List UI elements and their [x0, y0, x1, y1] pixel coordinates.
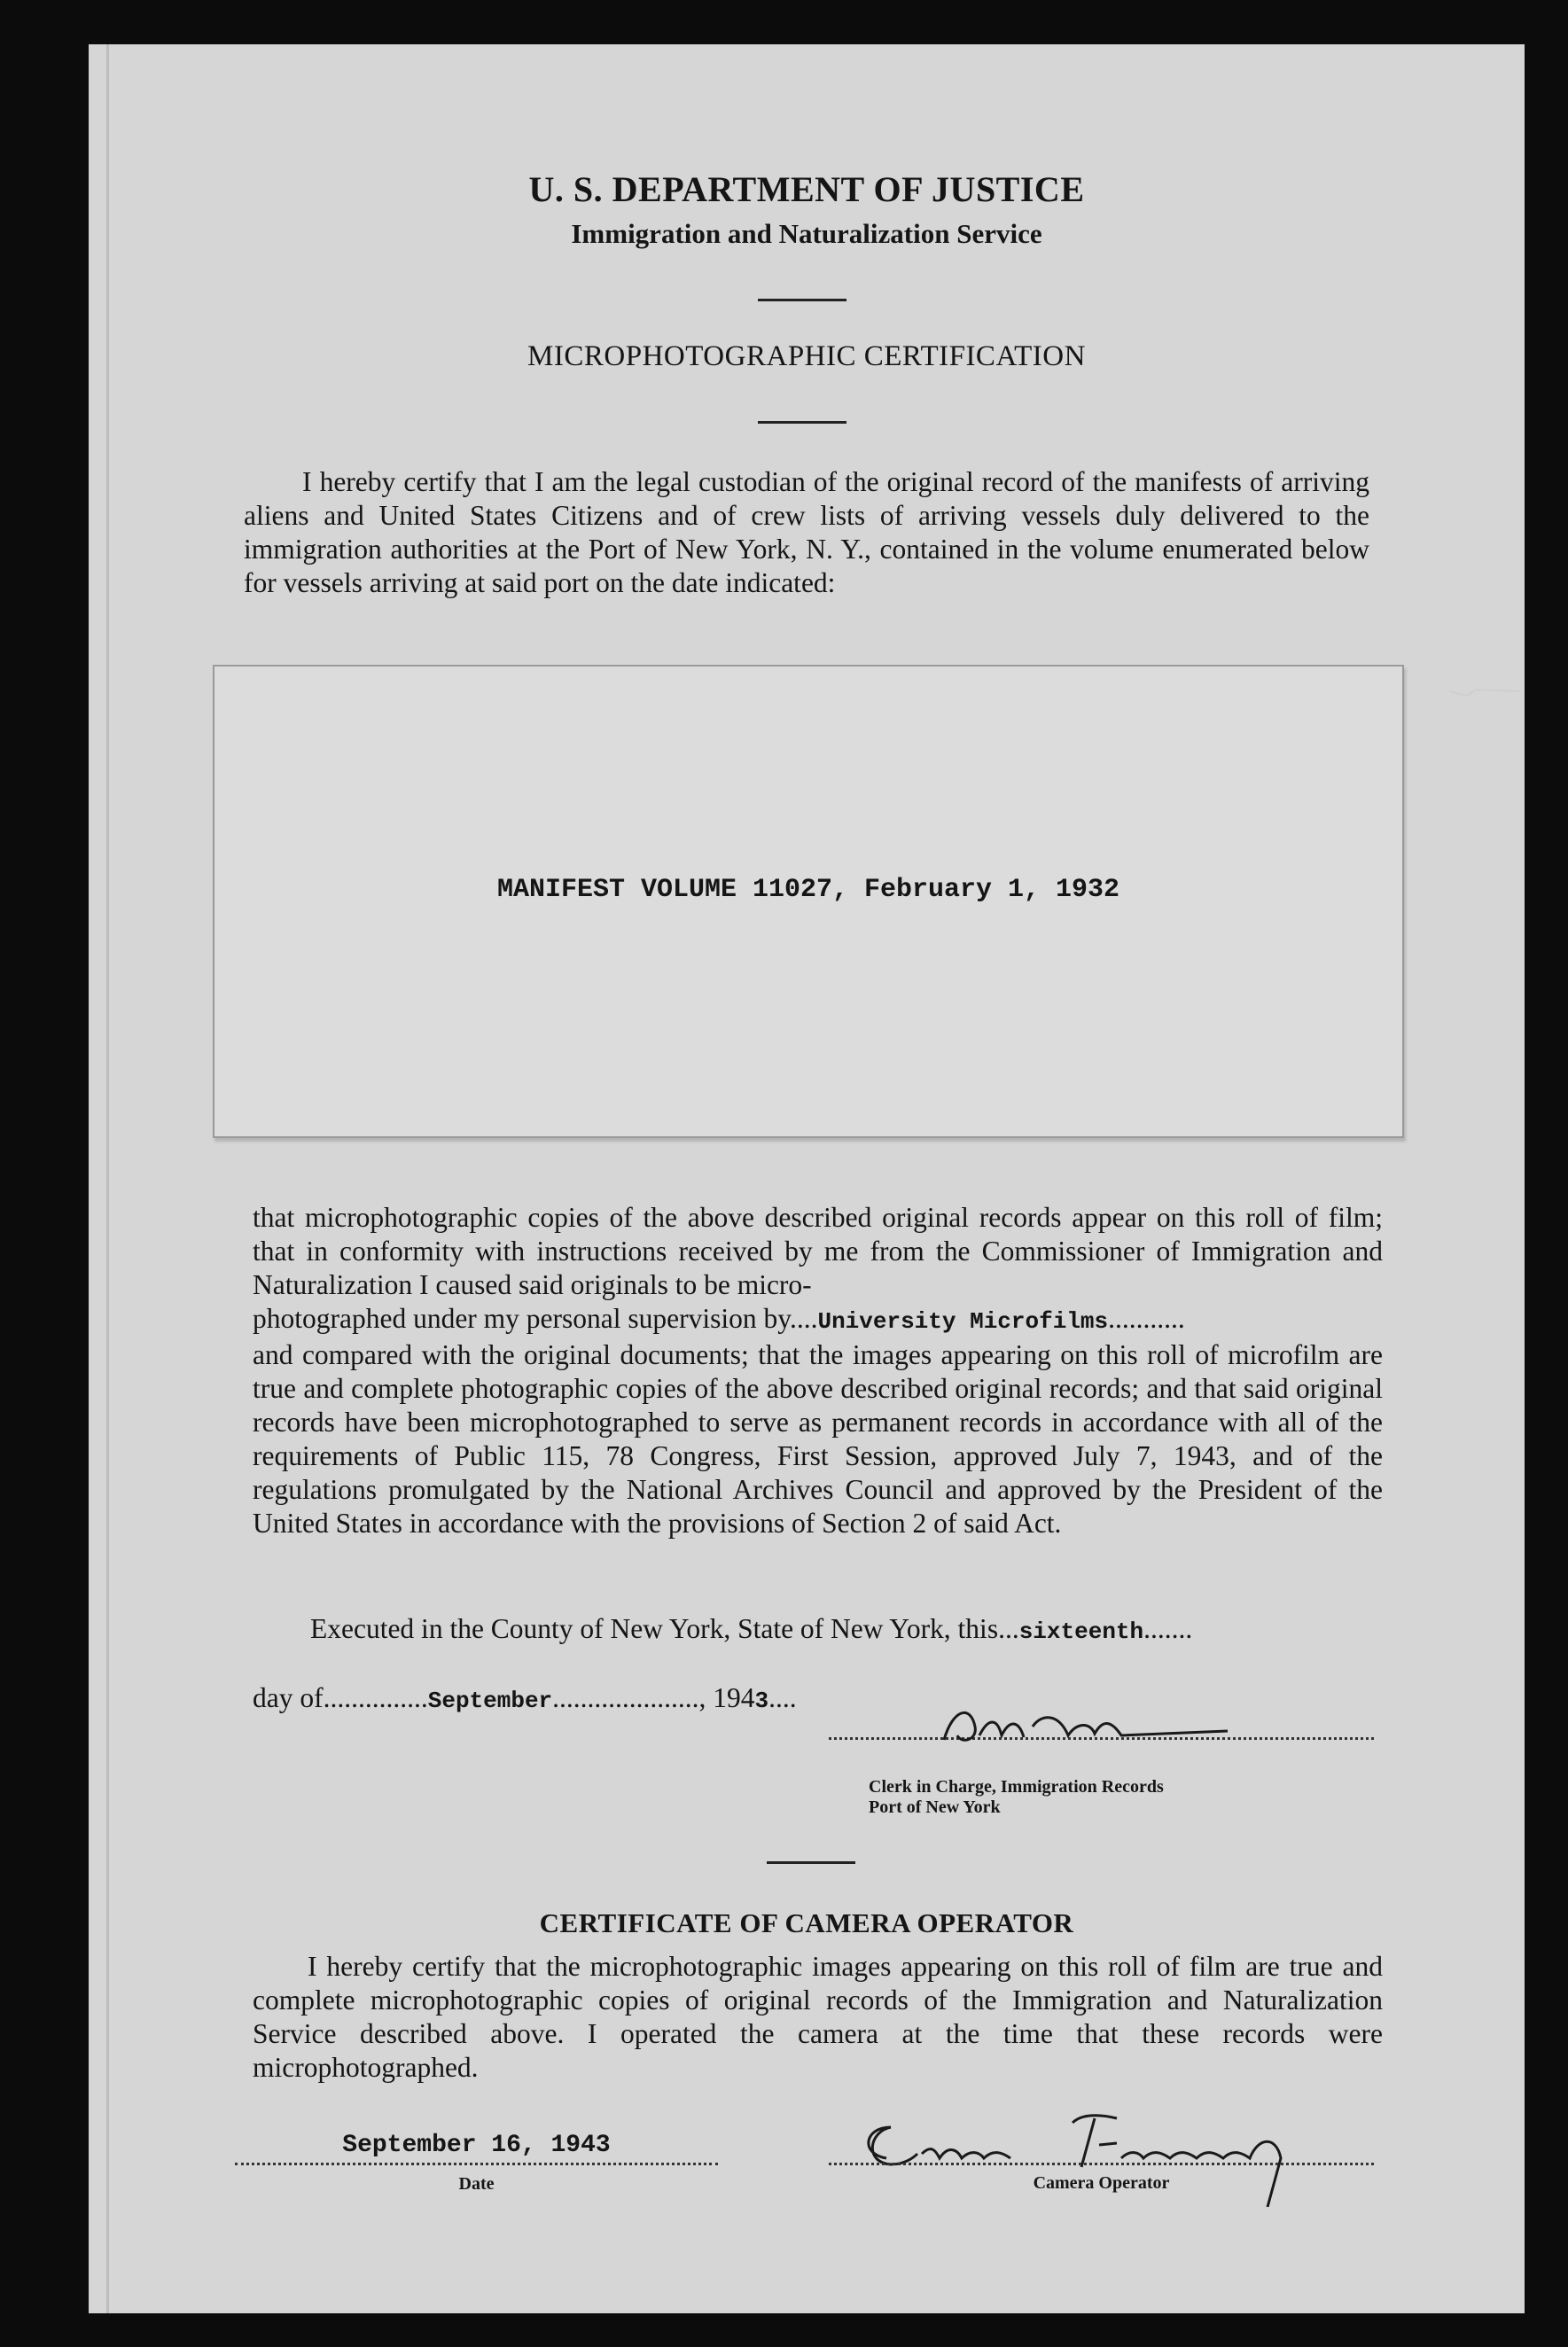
certificate-page: [89, 44, 1525, 2313]
supervision-line: photographed under my personal supervision by....University Microfilms...........: [253, 1303, 1185, 1335]
executed-day: sixteenth: [1018, 1618, 1144, 1645]
service-subtitle: Immigration and Naturalization Service: [571, 218, 1042, 249]
department-title: U. S. DEPARTMENT OF JUSTICE: [528, 169, 1085, 209]
edge-mark: [1445, 682, 1525, 709]
divider: [758, 421, 846, 424]
divider: [767, 1861, 855, 1864]
date-line: [235, 2163, 718, 2165]
camera-certificate-title: CERTIFICATE OF CAMERA OPERATOR: [539, 1907, 1074, 1938]
year-digit: 3: [754, 1688, 769, 1714]
camera-statement: I hereby certify that the microphotographic images appearing on this roll of film are true and complete microphotographic copies of original records of the Immigration and Naturalization Service described above. I operated the camera at the time that these records were microphotographed.: [253, 1951, 1383, 2083]
certification-body: [253, 1201, 1383, 1540]
month-value: September: [427, 1688, 553, 1714]
executed-line: Executed in the County of New York, State of New York, this...sixteenth.......: [310, 1613, 1193, 1645]
operator-signature-line: [829, 2163, 1374, 2165]
manifest-label-slip: [213, 665, 1404, 1138]
day-of-line: day of...............September....................., 1943....: [253, 1682, 797, 1714]
date-value: September 16, 1943: [342, 2132, 611, 2159]
clerk-caption: Clerk in Charge, Immigration Records Port of New York: [869, 1777, 1164, 1817]
custodian-statement: I hereby certify that I am the legal custodian of the original record of the manifests of arriving aliens and United States Citizens and of crew lists of arriving vessels duly delivered to the immigration authorities at the Port of New York, N. Y., contained in the volume enumerated below for vessels arriving at said port on the date indicated:: [244, 466, 1369, 598]
clerk-signature: [935, 1700, 1378, 1753]
manifest-volume: MANIFEST VOLUME 11027, February 1, 1932: [496, 875, 1120, 905]
certification-title: MICROPHOTOGRAPHIC CERTIFICATION: [527, 340, 1086, 372]
body-rest: and compared with the original documents; that the images appearing on this roll of microfilm are true and complete photographic copies of the above described original records; and that said original records have been microphotographed to serve as permanent records in accordance with all of the requirements of Public 115, 78 Congress, First Session, approved July 7, 1943, and of the regulations promulgated by the National Archives Council and approved by the President of the United States in accordance with the provisions of Section 2 of said Act.: [253, 1339, 1383, 1539]
date-caption: Date: [458, 2174, 495, 2194]
supervisor-name: University Microfilms: [817, 1308, 1109, 1335]
body-start: that microphotographic copies of the above described original records appear on this roll of film; that in conformity with instructions received by me from the Commissioner of Immigration and Naturalization I caused said originals to be micro-: [253, 1202, 1383, 1300]
operator-caption: Camera Operator: [1033, 2173, 1170, 2193]
divider: [758, 299, 846, 301]
